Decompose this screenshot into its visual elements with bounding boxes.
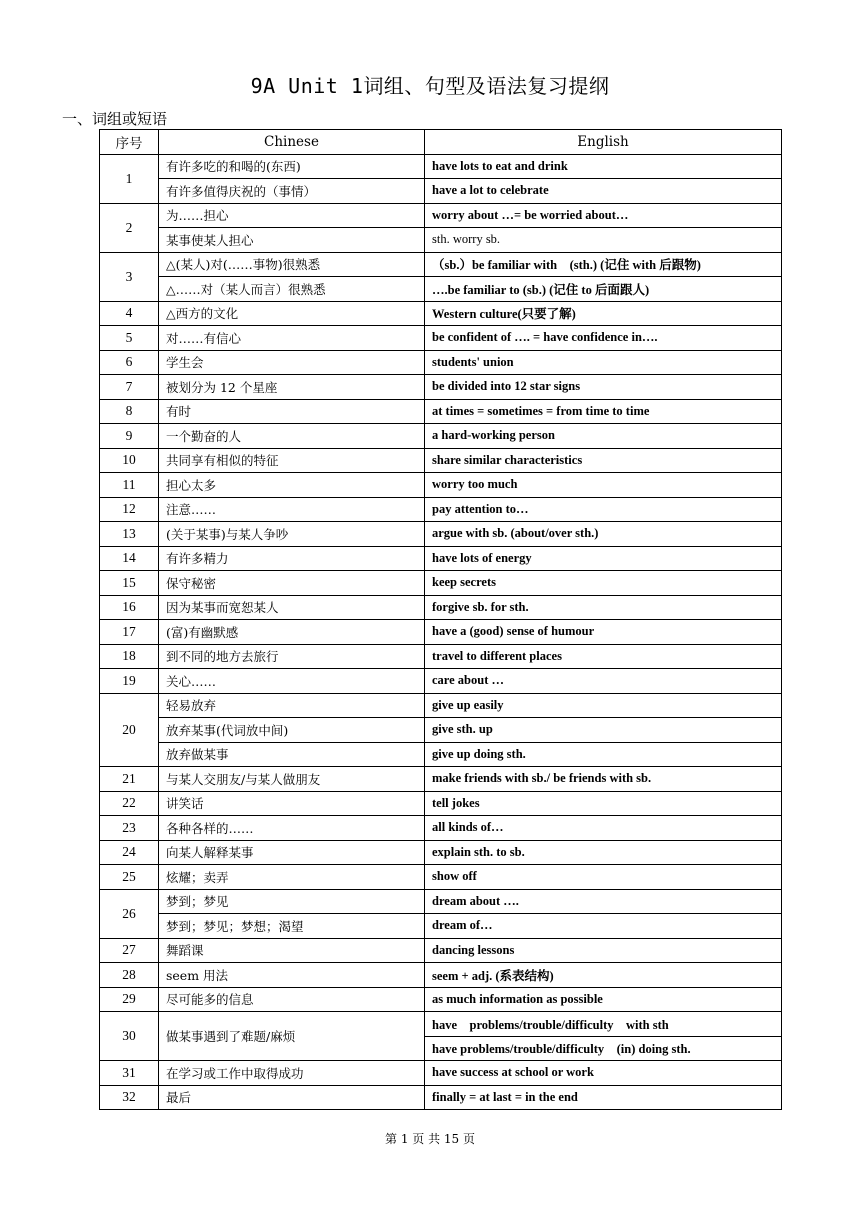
chinese-cell: seem 用法: [159, 963, 425, 988]
table-row: [100, 840, 782, 865]
vocabulary-table: [99, 129, 782, 1110]
row-number: 13: [100, 522, 159, 547]
table-row: [100, 1012, 782, 1037]
page-footer: 第 1 页 共 15 页: [385, 1132, 475, 1146]
row-number: 17: [100, 620, 159, 645]
table-row: [100, 718, 782, 743]
chinese-cell: 被划分为 12 个星座: [159, 375, 425, 400]
chinese-cell: 有时: [159, 399, 425, 424]
english-cell: argue with sb. (about/over sth.): [425, 522, 782, 547]
row-number: 6: [100, 350, 159, 375]
chinese-cell: (关于某事)与某人争吵: [159, 522, 425, 547]
english-cell: all kinds of…: [425, 816, 782, 841]
table-row: [100, 350, 782, 375]
row-number: 9: [100, 424, 159, 449]
english-cell: travel to different places: [425, 644, 782, 669]
section-heading: 一、词组或短语: [62, 110, 168, 128]
header-num: 序号: [100, 130, 159, 155]
table-row: [100, 914, 782, 939]
chinese-cell: 舞蹈课: [159, 938, 425, 963]
table-row: [100, 301, 782, 326]
english-cell: have success at school or work: [425, 1061, 782, 1086]
chinese-cell: 放弃做某事: [159, 742, 425, 767]
english-cell: explain sth. to sb.: [425, 840, 782, 865]
english-cell: finally = at last = in the end: [425, 1085, 782, 1110]
table-row: [100, 595, 782, 620]
table-row: [100, 497, 782, 522]
table-row: [100, 399, 782, 424]
row-number: 14: [100, 546, 159, 571]
english-cell: at times = sometimes = from time to time: [425, 399, 782, 424]
english-cell: forgive sb. for sth.: [425, 595, 782, 620]
row-number: 31: [100, 1061, 159, 1086]
chinese-cell: △……对（某人而言）很熟悉: [159, 277, 425, 302]
table-row: [100, 644, 782, 669]
english-cell: share similar characteristics: [425, 448, 782, 473]
row-number: 12: [100, 497, 159, 522]
table-row: [100, 816, 782, 841]
english-cell: tell jokes: [425, 791, 782, 816]
page-title-text: 词组、句型及语法复习提纲: [363, 74, 610, 98]
chinese-cell: (富)有幽默感: [159, 620, 425, 645]
english-cell: have a lot to celebrate: [425, 179, 782, 204]
english-cell: seem + adj. (系表结构): [425, 963, 782, 988]
table-row: [100, 203, 782, 228]
table-row: [100, 1085, 782, 1110]
english-cell: dancing lessons: [425, 938, 782, 963]
english-cell: as much information as possible: [425, 987, 782, 1012]
english-cell: give up easily: [425, 693, 782, 718]
chinese-cell: 轻易放弃: [159, 693, 425, 718]
row-number: 29: [100, 987, 159, 1012]
row-number: 18: [100, 644, 159, 669]
english-cell: care about …: [425, 669, 782, 694]
chinese-cell: 到不同的地方去旅行: [159, 644, 425, 669]
english-cell: have problems/trouble/difficulty (in) doing sth.: [425, 1036, 782, 1061]
page-title: [0, 70, 860, 99]
table-row: [100, 522, 782, 547]
table-row: [100, 252, 782, 277]
table-row: [100, 375, 782, 400]
english-cell: a hard-working person: [425, 424, 782, 449]
row-number: 1: [100, 154, 159, 203]
english-cell: （sb.）be familiar with (sth.) (记住 with 后跟物): [425, 252, 782, 277]
chinese-cell: 因为某事而宽恕某人: [159, 595, 425, 620]
table-row: [100, 326, 782, 351]
table-row: [100, 546, 782, 571]
table-row: [100, 228, 782, 253]
row-number: 11: [100, 473, 159, 498]
row-number: 7: [100, 375, 159, 400]
chinese-cell: 关心……: [159, 669, 425, 694]
chinese-cell: 在学习或工作中取得成功: [159, 1061, 425, 1086]
table-row: [100, 742, 782, 767]
row-number: 3: [100, 252, 159, 301]
english-cell: keep secrets: [425, 571, 782, 596]
chinese-cell: 为……担心: [159, 203, 425, 228]
table-row: [100, 277, 782, 302]
table-row: [100, 791, 782, 816]
chinese-cell: 注意……: [159, 497, 425, 522]
row-number: 2: [100, 203, 159, 252]
english-cell: have lots of energy: [425, 546, 782, 571]
table-row: [100, 963, 782, 988]
chinese-cell: 尽可能多的信息: [159, 987, 425, 1012]
table-header-row: [100, 130, 782, 155]
english-cell: students' union: [425, 350, 782, 375]
chinese-cell: 炫耀；卖弄: [159, 865, 425, 890]
row-number: 28: [100, 963, 159, 988]
english-cell: Western culture(只要了解): [425, 301, 782, 326]
row-number: 4: [100, 301, 159, 326]
english-cell: make friends with sb./ be friends with sb.: [425, 767, 782, 792]
table-row: [100, 473, 782, 498]
chinese-cell: 做某事遇到了难题/麻烦: [159, 1012, 425, 1061]
table-row: [100, 620, 782, 645]
table-body: [100, 154, 782, 1110]
english-cell: worry about …= be worried about…: [425, 203, 782, 228]
row-number: 22: [100, 791, 159, 816]
english-cell: give up doing sth.: [425, 742, 782, 767]
chinese-cell: 讲笑话: [159, 791, 425, 816]
table-row: [100, 1061, 782, 1086]
chinese-cell: 放弃某事(代词放中间): [159, 718, 425, 743]
row-number: 10: [100, 448, 159, 473]
table-row: [100, 767, 782, 792]
chinese-cell: 与某人交朋友/与某人做朋友: [159, 767, 425, 792]
row-number: 23: [100, 816, 159, 841]
row-number: 15: [100, 571, 159, 596]
chinese-cell: 向某人解释某事: [159, 840, 425, 865]
chinese-cell: 共同享有相似的特征: [159, 448, 425, 473]
row-number: 25: [100, 865, 159, 890]
table-row: [100, 571, 782, 596]
chinese-cell: 保守秘密: [159, 571, 425, 596]
chinese-cell: 有许多吃的和喝的(东西): [159, 154, 425, 179]
chinese-cell: 各种各样的……: [159, 816, 425, 841]
row-number: 27: [100, 938, 159, 963]
english-cell: have a (good) sense of humour: [425, 620, 782, 645]
row-number: 19: [100, 669, 159, 694]
english-cell: have lots to eat and drink: [425, 154, 782, 179]
table-row: [100, 179, 782, 204]
english-cell: sth. worry sb.: [425, 228, 782, 253]
chinese-cell: △(某人)对(……事物)很熟悉: [159, 252, 425, 277]
table-row: [100, 693, 782, 718]
row-number: 5: [100, 326, 159, 351]
table-row: [100, 448, 782, 473]
table-row: [100, 154, 782, 179]
chinese-cell: 对……有信心: [159, 326, 425, 351]
header-chinese: Chinese: [159, 130, 425, 155]
chinese-cell: 梦到；梦见: [159, 889, 425, 914]
row-number: 16: [100, 595, 159, 620]
chinese-cell: 学生会: [159, 350, 425, 375]
page-title-unit: 9A Unit 1: [250, 74, 364, 98]
english-cell: be confident of …. = have confidence in….: [425, 326, 782, 351]
chinese-cell: 梦到；梦见；梦想；渴望: [159, 914, 425, 939]
chinese-cell: 担心太多: [159, 473, 425, 498]
table-row: [100, 889, 782, 914]
english-cell: worry too much: [425, 473, 782, 498]
english-cell: show off: [425, 865, 782, 890]
table-row: [100, 865, 782, 890]
english-cell: give sth. up: [425, 718, 782, 743]
english-cell: dream about ….: [425, 889, 782, 914]
row-number: 30: [100, 1012, 159, 1061]
chinese-cell: 有许多值得庆祝的（事情）: [159, 179, 425, 204]
chinese-cell: 有许多精力: [159, 546, 425, 571]
english-cell: ….be familiar to (sb.) (记住 to 后面跟人): [425, 277, 782, 302]
row-number: 26: [100, 889, 159, 938]
row-number: 21: [100, 767, 159, 792]
table-row: [100, 938, 782, 963]
english-cell: dream of…: [425, 914, 782, 939]
row-number: 32: [100, 1085, 159, 1110]
table-row: [100, 669, 782, 694]
chinese-cell: 最后: [159, 1085, 425, 1110]
table-row: [100, 424, 782, 449]
header-english: English: [425, 130, 782, 155]
english-cell: have problems/trouble/difficulty with sth: [425, 1012, 782, 1037]
row-number: 24: [100, 840, 159, 865]
row-number: 8: [100, 399, 159, 424]
english-cell: pay attention to…: [425, 497, 782, 522]
table-row: [100, 987, 782, 1012]
english-cell: be divided into 12 star signs: [425, 375, 782, 400]
row-number: 20: [100, 693, 159, 767]
chinese-cell: 某事使某人担心: [159, 228, 425, 253]
chinese-cell: △西方的文化: [159, 301, 425, 326]
chinese-cell: 一个勤奋的人: [159, 424, 425, 449]
